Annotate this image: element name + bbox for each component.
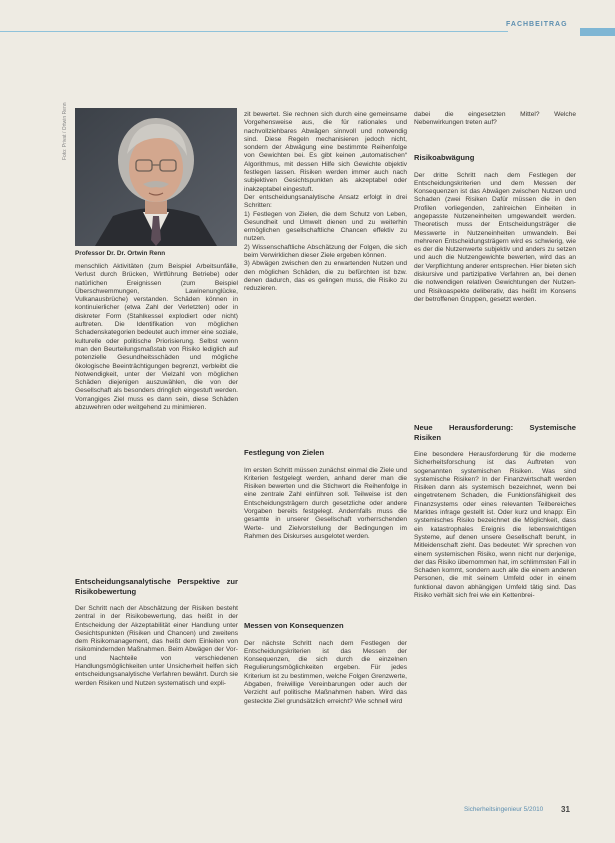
column-2 — [244, 111, 407, 294]
header-tab-accent — [580, 28, 615, 36]
paragraph: 2) Wissenschaftliche Abschätzung der Folgen, die sich beim Verwirklichen dieser Ziele ergeben können. — [244, 243, 407, 260]
paragraph: Der Schritt nach der Abschätzung der Risiken besteht zentral in der Risikobewertung, das heißt in der Entscheidung der Akzeptabilität einer Handlung unter Gesichtspunkten (Risiken und Chancen) und zweitens dem Risikomanagement, das heißt dem Einleiten von risikomindernden Maßnahmen. Beim Abwägen der Vor- und Nachteile von verschiedenen Handlungsmöglichkeiten unter Unsicherheit helfen sich entscheidungsanalytische Verfahren bewährt. Durch sie werden Risiken und Nutzen systematisch und expli- — [75, 605, 238, 687]
paragraph: 1) Festlegen von Zielen, die dem Schutz von Leben, Gesundheit und Umwelt dienen und zu weiterhin ermöglichen gesellschaftliche Chancen effektiv zu nutzen. — [244, 210, 407, 243]
paragraph: Der nächste Schritt nach dem Festlegen der Entscheidungskriterien ist das Messen der Konsequenzen, die sich durch die einzelnen Regulierungsmöglichkeiten ergeben. Für jedes Kriterium ist zu bestimmen, welche Folgen Grenzwerte, Abgaben, freiwillige Vereinbarungen oder auch der Verzicht auf politische Maßnahmen haben. Wird das gesteckte Ziel grundsätzlich erreicht? Wie schnell wird — [244, 639, 407, 705]
header-rule — [0, 31, 508, 32]
paragraph: menschlich Aktivitäten (zum Beispiel Arbeitsunfälle, Verlust durch Brücken, Wirtführung Betriebe) oder natürlichen Ereignissen (zum Beispiel Überschwemmungen, Lawinenunglücke, Vulkanausbrüche) verstanden. Schäden können in kontinuierlicher (etwa Zahl der Verletzten) oder in diskreter Form (Stahlkessel explodiert oder nicht) auftreten. Die Identifikation von möglichen Schadenskategorien bedeutet auch immer eine soziale, kulturelle oder politische Priorisierung. Selbst wenn man den Beurteilungsmaßstab von Risiko lediglich auf potenzielle Gesundheitsschäden und mögliche ökologische Beeinträchtigungen begrenzt, verbleibt die Notwendigkeit, unter der Vielzahl von möglichen Schäden diejenigen auszuwählen, die von der Gesellschaft als besonders dringlich eingestuft werden. Vorrangiges Ziel muss es dann sein, diese Schäden abzuwehren oder weitgehend zu minimieren. — [75, 263, 238, 412]
column-3-section-weighing — [414, 153, 576, 304]
subheading: Festlegung von Zielen — [244, 448, 325, 457]
photo-credit: Foto: Privat / Ortwin Renn — [62, 102, 68, 160]
photo-caption: Professor Dr. Dr. Ortwin Renn — [75, 250, 166, 257]
portrait-image — [75, 108, 237, 246]
paragraph: dabei die eingesetzten Mittel? Welche Nebenwirkungen treten auf? — [414, 111, 576, 127]
author-photo — [75, 108, 237, 246]
column-2-section-consequences — [244, 621, 407, 706]
column-3-section-systemic — [414, 423, 576, 600]
page-number: 31 — [561, 805, 570, 814]
paragraph: Der entscheidungsanalytische Ansatz erfolgt in drei Schritten: — [244, 193, 407, 210]
subheading: Entscheidungsanalytische Perspektive zur Risikobewertung — [75, 577, 238, 596]
section-label: FACHBEITRAG — [506, 21, 568, 28]
subheading: Messen von Konsequenzen — [244, 621, 344, 630]
paragraph: Der dritte Schritt nach dem Festlegen der Entscheidungskriterien und dem Messen der Konsequenzen ist das Abwägen zwischen Nutzen und Schaden (zwei Risiken Dafür müssen die in den Profilen vorliegenden, zahlreichen Einheiten in angepasste Nutzeneinheiten umgewandelt werden. Theoretisch muss der Entscheidungsträger die Messwerte in Nutzeneinheiten umwandeln. Bei mehreren Entscheidungsträgern wird es schwierig, wie es der die Nutzenwerte subjektiv und anders zu setzen und auch die Nutzengewichte bewerten, wird das an der Verpflichtung anderer entsprechen. Hier bieten sich diskursive und partizipative Verfahren an, bei denen die notwendigen relativen Gewichtungen der Nutzen- und Risikoaspekte deliberativ, das heißt im Konsens der betroffenen Gruppen, gesetzt werden. — [414, 171, 576, 303]
paragraph: Im ersten Schritt müssen zunächst einmal die Ziele und Kriterien festgelegt werden, anhand derer man die Risiken bewerten und die Stichwort die Reihenfolge in eine zentrale Zahl einführen soll. Teilweise ist den Entscheidungsträgern durch gesetzliche oder andere Vorgaben bereits festgelegt. Andernfalls muss die gesamte in unserer Gesellschaft vorherrschenden Werte- und Zielvorstellung der Bedingungen im Rahmen des Diskurses ausgelotet werden. — [244, 466, 407, 540]
subheading: Neue Herausforderung: Systemische Risiken — [414, 423, 576, 442]
column-2-section-goals — [244, 448, 407, 541]
subheading: Risikoabwägung — [414, 153, 475, 162]
paragraph: 3) Abwägen zwischen den zu erwartenden Nutzen und den möglichen Schäden, die zu befürchten ist bzw. denen dadurch, das es gelingen muss, die Risiko zu reduzieren. — [244, 260, 407, 293]
journal-name: Sicherheitsingenieur 5/2010 — [464, 806, 544, 813]
paragraph: Eine besondere Herausforderung für die moderne Sicherheitsforschung ist das Auftreten von sogenannten systemischen Risiken. Was sind systemische Risiken? In der Finanzwirtschaft werden Risiken dann als systemisch bezeichnet, wenn bei eingetretenem Schaden, die Funktionsfähigkeit des Finanzsystems oder eines relevanten Teilbereiches Marktes infrage gestellt ist. Oder kurz und knapp: Ein systemisches Risiko bezeichnet die Möglichkeit, dass ein katastrophales Ereignis die lebenswichtigen Systeme, auf denen unsere Gesellschaft beruht, in Mitleidenschaft zieht. Das bedeutet: Wir sprechen von einem systemischen Risiko, wenn nicht nur derjenige, der das Risiko übernommen hat, im schlimmsten Fall in Schaden kommt, sondern auch alle die einem anderen Personen, die mit seinem Umfeld oder in einem funktional davon abhängigen Umfeld tätig sind. Das Risiko verhält sich frei wie ein Kettenbrei- — [414, 451, 576, 600]
column-1-section — [75, 577, 238, 688]
column-1 — [75, 263, 238, 412]
column-3 — [414, 111, 576, 128]
paragraph: zit bewertet. Sie rechnen sich durch eine gemeinsame Vorgehensweise aus, die für rationales und nachvollziehbares Abwägen sinnvoll und notwendig sind. Diese Regeln mechanisieren jedoch nicht, sondern der Abwägung eine bestimmte Reihenfolge von Gewichten bei. Es gibt keinen „automatischen“ Algorithmus, mit dessen Hilfe sich Gewichte objektiv festlegen lassen. Risiken werden immer auch nach subjektiven Gesichtspunkten als akzeptabel oder inakzeptabel eingestuft. — [244, 111, 407, 193]
header-bar — [0, 28, 615, 36]
